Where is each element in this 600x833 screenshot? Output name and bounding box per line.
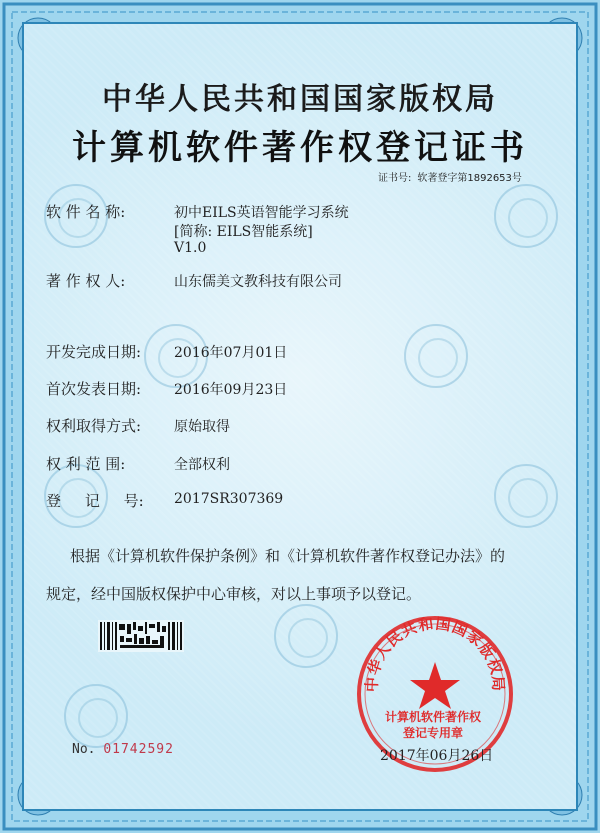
watermark-icon bbox=[274, 604, 338, 668]
certificate-number bbox=[378, 169, 528, 184]
certificate-number-label: 证书号: bbox=[378, 173, 412, 184]
seal-line-2: 登记专用章 bbox=[402, 726, 463, 740]
serial-number-value: 01742592 bbox=[103, 742, 174, 757]
statement-line-1: 根据《计算机软件保护条例》和《计算机软件著作权登记办法》的 bbox=[70, 547, 506, 565]
field-value-software-version: V1.0 bbox=[174, 240, 207, 256]
watermark-icon bbox=[64, 684, 128, 748]
statement-line-2: 规定，经中国版权保护中心审核，对以上事项予以登记。 bbox=[46, 585, 422, 603]
field-value-software-name: 初中EILS英语智能学习系统 bbox=[174, 205, 349, 221]
watermark-icon bbox=[404, 324, 468, 388]
field-value-publication-date: 2016年09月23日 bbox=[174, 382, 288, 398]
field-label-acquisition-method: 权利取得方式: bbox=[46, 417, 142, 435]
seal-ring-text: 中华人民共和国国家版权局 bbox=[362, 614, 508, 693]
registration-number-label-text: 登 记 号: bbox=[46, 492, 144, 510]
issuing-authority: 中华人民共和国国家版权局 bbox=[102, 82, 498, 117]
barcode-icon bbox=[98, 620, 184, 652]
watermark-icon bbox=[494, 184, 558, 248]
certificate-title: 计算机软件著作权登记证书 bbox=[72, 128, 528, 168]
seal-star-icon bbox=[410, 662, 460, 709]
field-label-copyright-owner: 著 作 权 人: bbox=[46, 272, 126, 290]
field-value-registration-number: 2017SR307369 bbox=[174, 491, 284, 507]
field-label-completion-date: 开发完成日期: bbox=[46, 343, 142, 361]
field-label-publication-date: 首次发表日期: bbox=[46, 380, 142, 398]
serial-number-label: No. bbox=[72, 742, 96, 757]
field-value-completion-date: 2016年07月01日 bbox=[174, 345, 288, 361]
seal-line-1: 计算机软件著作权 bbox=[384, 710, 481, 724]
field-value-rights-scope: 全部权利 bbox=[174, 457, 230, 473]
field-value-copyright-owner: 山东儒美文教科技有限公司 bbox=[174, 274, 342, 290]
serial-number bbox=[72, 742, 174, 757]
field-value-software-short-name: [简称: EILS智能系统] bbox=[174, 224, 313, 240]
certificate-number-value: 软著登字第1892653号 bbox=[417, 173, 522, 184]
watermark-icon bbox=[494, 464, 558, 528]
field-label-rights-scope: 权 利 范 围: bbox=[46, 455, 126, 473]
field-value-acquisition-method: 原始取得 bbox=[174, 419, 230, 435]
field-label-registration-number bbox=[46, 490, 144, 511]
issue-date: 2017年06月26日 bbox=[380, 748, 494, 764]
field-label-software-name: 软 件 名 称: bbox=[46, 203, 126, 221]
